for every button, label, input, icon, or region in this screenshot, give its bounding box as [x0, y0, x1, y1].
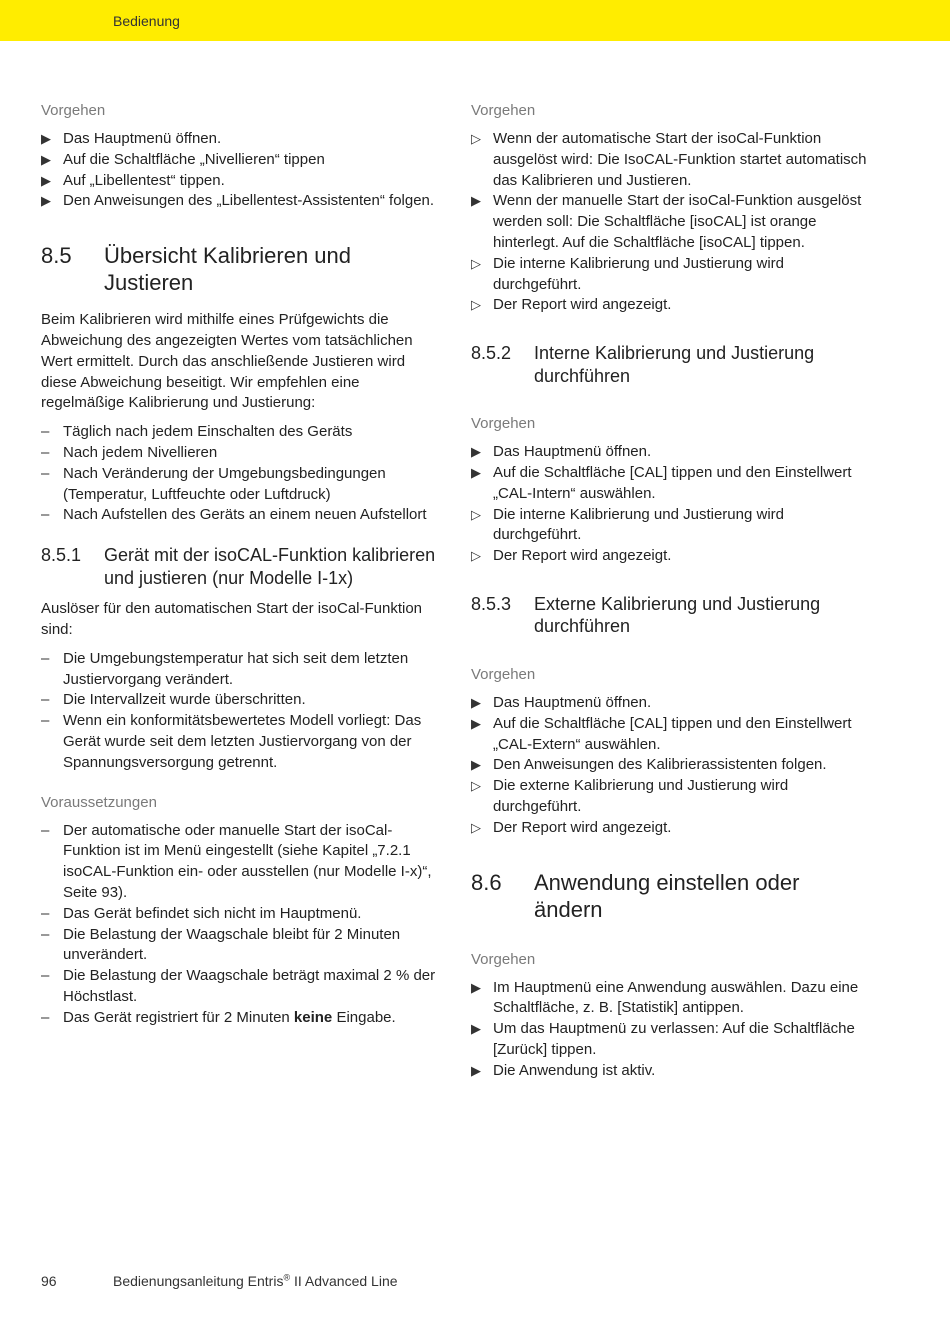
procedure-list — [471, 442, 871, 567]
list-item: – Nach Aufstellen des Geräts an einem neuen Aufstellort — [41, 506, 427, 524]
list-item: ▶ Auf die Schaltfläche [CAL] tippen und den Einstellwert „CAL-Extern“ auswählen. — [471, 714, 852, 753]
action-arrow-icon: ▶ — [41, 172, 51, 188]
section-number: 8.5.2 — [471, 343, 512, 364]
procedure-list — [41, 129, 441, 212]
list-item: ▶ Das Hauptmenü öffnen. — [471, 442, 871, 463]
action-arrow-icon: ▶ — [41, 193, 51, 209]
result-arrow-icon: ▷ — [471, 297, 481, 313]
section-heading-8-6 — [471, 869, 871, 923]
result-arrow-icon: ▷ — [471, 131, 481, 146]
page-number: 96 — [41, 1273, 57, 1289]
result-arrow-icon: ▷ — [471, 255, 481, 271]
list-item: – Der automatische oder manuelle Start der isoCal-Funktion ist im Menü eingestellt (siehe Kapitel „7.2.1 isoCAL-Funktion ein- oder ausstellen (nur Modelle I-x)“, Seite 93). — [41, 821, 432, 901]
procedure-label: Vorgehen — [471, 950, 536, 968]
section-heading-8-5-2 — [471, 342, 871, 387]
list-item: – Wenn ein konformitätsbewertetes Modell vorliegt: Das Gerät wurde seit dem letzten Justiervorgang von der Spannungsversorgung getrennt. — [41, 712, 422, 771]
procedure-list — [471, 693, 871, 839]
section-number: 8.6 — [471, 869, 502, 895]
prerequisites-list — [41, 821, 441, 1029]
result-arrow-icon: ▷ — [471, 548, 481, 564]
list-item: – Nach Veränderung der Umgebungsbedingungen (Temperatur, Luftfeuchte oder Luftdruck) — [41, 464, 386, 503]
list-item: ▶ Die Anwendung ist aktiv. — [471, 1061, 871, 1082]
action-arrow-icon: ▶ — [471, 193, 481, 209]
action-arrow-icon: ▶ — [471, 757, 481, 773]
action-arrow-icon: ▶ — [41, 131, 51, 146]
list-item: – Täglich nach jedem Einschalten des Geräts — [41, 423, 353, 441]
list-item: ▶ Das Hauptmenü öffnen. — [41, 129, 441, 150]
list-item: ▷ Der Report wird angezeigt. — [471, 295, 871, 316]
action-arrow-icon: ▶ — [471, 1062, 481, 1078]
recommendation-list — [41, 422, 441, 526]
procedure-list — [471, 978, 871, 1082]
section-title: Externe Kalibrierung und Justierung durchführen — [534, 593, 821, 637]
action-arrow-icon: ▶ — [471, 444, 481, 460]
list-item: ▶ Den Anweisungen des Kalibrierassistenten folgen. — [471, 755, 871, 776]
list-item: ▶ Den Anweisungen des „Libellentest-Assistenten“ folgen. — [41, 191, 441, 212]
procedure-list — [471, 129, 871, 316]
result-arrow-icon: ▷ — [471, 778, 481, 794]
list-item: ▶ Das Hauptmenü öffnen. — [471, 693, 871, 714]
list-item: – Das Gerät registriert für 2 Minuten keine Eingabe. — [41, 1008, 396, 1026]
list-item: – Die Belastung der Waagschale bleibt für 2 Minuten unverändert. — [41, 925, 401, 964]
procedure-label: Vorgehen — [41, 102, 106, 119]
list-item: – Nach jedem Nivellieren — [41, 443, 218, 461]
prerequisites-label: Voraussetzungen — [41, 793, 157, 811]
trigger-list — [41, 649, 441, 774]
section-title: Anwendung einstellen oder ändern — [534, 869, 800, 922]
list-item: – Die Belastung der Waagschale beträgt maximal 2 % der Höchstlast. — [41, 967, 436, 1005]
section-intro: Auslöser für den automatischen Start der isoCal-Funktion sind: — [41, 600, 423, 638]
action-arrow-icon: ▶ — [471, 464, 481, 480]
footer-title: Bedienungsanleitung Entris® II Advanced Line — [113, 1272, 398, 1289]
section-title: Gerät mit der isoCAL-Funktion kalibrieren und justieren (nur Modelle I-1x) — [104, 545, 436, 588]
section-title: Übersicht Kalibrieren und Justieren — [104, 243, 352, 296]
action-arrow-icon: ▶ — [41, 151, 51, 167]
list-item: – Das Gerät befindet sich nicht im Hauptmenü. — [41, 904, 362, 922]
list-item: ▷ Der Report wird angezeigt. — [471, 546, 871, 567]
action-arrow-icon: ▶ — [471, 715, 481, 731]
list-item: – Die Intervallzeit wurde überschritten. — [41, 691, 306, 709]
procedure-label: Vorgehen — [471, 415, 536, 433]
section-heading-8-5-1 — [41, 544, 441, 589]
list-item: ▶ Auf die Schaltfläche [CAL] tippen und den Einstellwert „CAL-Intern“ auswählen. — [471, 463, 852, 502]
section-intro: Beim Kalibrieren wird mithilfe eines Prüfgewichts die Abweichung des angezeigten Wertes vom tatsächlichen Wert ermittelt. Durch das anschließende Justieren wird diese Abweichung beseitigt. Wir empfehlen eine regelmäßige Kalibrierung und Justierung: — [41, 311, 413, 412]
section-number: 8.5.1 — [41, 545, 82, 566]
action-arrow-icon: ▶ — [471, 694, 481, 710]
section-heading-8-5 — [41, 242, 441, 296]
left-column — [41, 100, 441, 1029]
action-arrow-icon: ▶ — [471, 979, 481, 995]
action-arrow-icon: ▶ — [471, 1021, 481, 1037]
procedure-label: Vorgehen — [471, 102, 536, 119]
right-column — [471, 100, 871, 1082]
list-item: ▷ Die interne Kalibrierung und Justierung wird durchgeführt. — [471, 254, 784, 293]
list-item: ▶ Auf „Libellentest“ tippen. — [41, 171, 441, 192]
header-section: Bedienung — [113, 13, 180, 29]
list-item: ▷ Wenn der automatische Start der isoCal-Funktion ausgelöst wird: Die IsoCAL-Funktion startet automatisch das Kalibrieren und Justieren. — [471, 130, 867, 189]
section-heading-8-5-3 — [471, 593, 871, 638]
section-number: 8.5.3 — [471, 593, 512, 614]
section-title: Interne Kalibrierung und Justierung durchführen — [534, 343, 815, 386]
section-number: 8.5 — [41, 243, 72, 269]
list-item: – Die Umgebungstemperatur hat sich seit dem letzten Justiervorgang verändert. — [41, 649, 409, 688]
list-item: ▶ Um das Hauptmenü zu verlassen: Auf die Schaltfläche [Zurück] tippen. — [471, 1020, 855, 1058]
list-item: ▷ Die interne Kalibrierung und Justierung wird durchgeführt. — [471, 505, 784, 544]
list-item: ▷ Die externe Kalibrierung und Justierung wird durchgeführt. — [471, 777, 789, 815]
procedure-label: Vorgehen — [471, 665, 536, 683]
list-item: ▶ Im Hauptmenü eine Anwendung auswählen. Dazu eine Schaltfläche, z. B. [Statistik] antippen. — [471, 978, 859, 1017]
result-arrow-icon: ▷ — [471, 819, 481, 835]
list-item: ▶ Wenn der manuelle Start der isoCal-Funktion ausgelöst werden soll: Die Schaltfläche [isoCAL] ist orange hinterlegt. Auf die Schaltfläche [isoCAL] tippen. — [471, 192, 862, 251]
header-bar — [0, 0, 950, 41]
result-arrow-icon: ▷ — [471, 506, 481, 522]
list-item: ▶ Auf die Schaltfläche „Nivellieren“ tippen — [41, 150, 441, 171]
list-item: ▷ Der Report wird angezeigt. — [471, 818, 871, 839]
